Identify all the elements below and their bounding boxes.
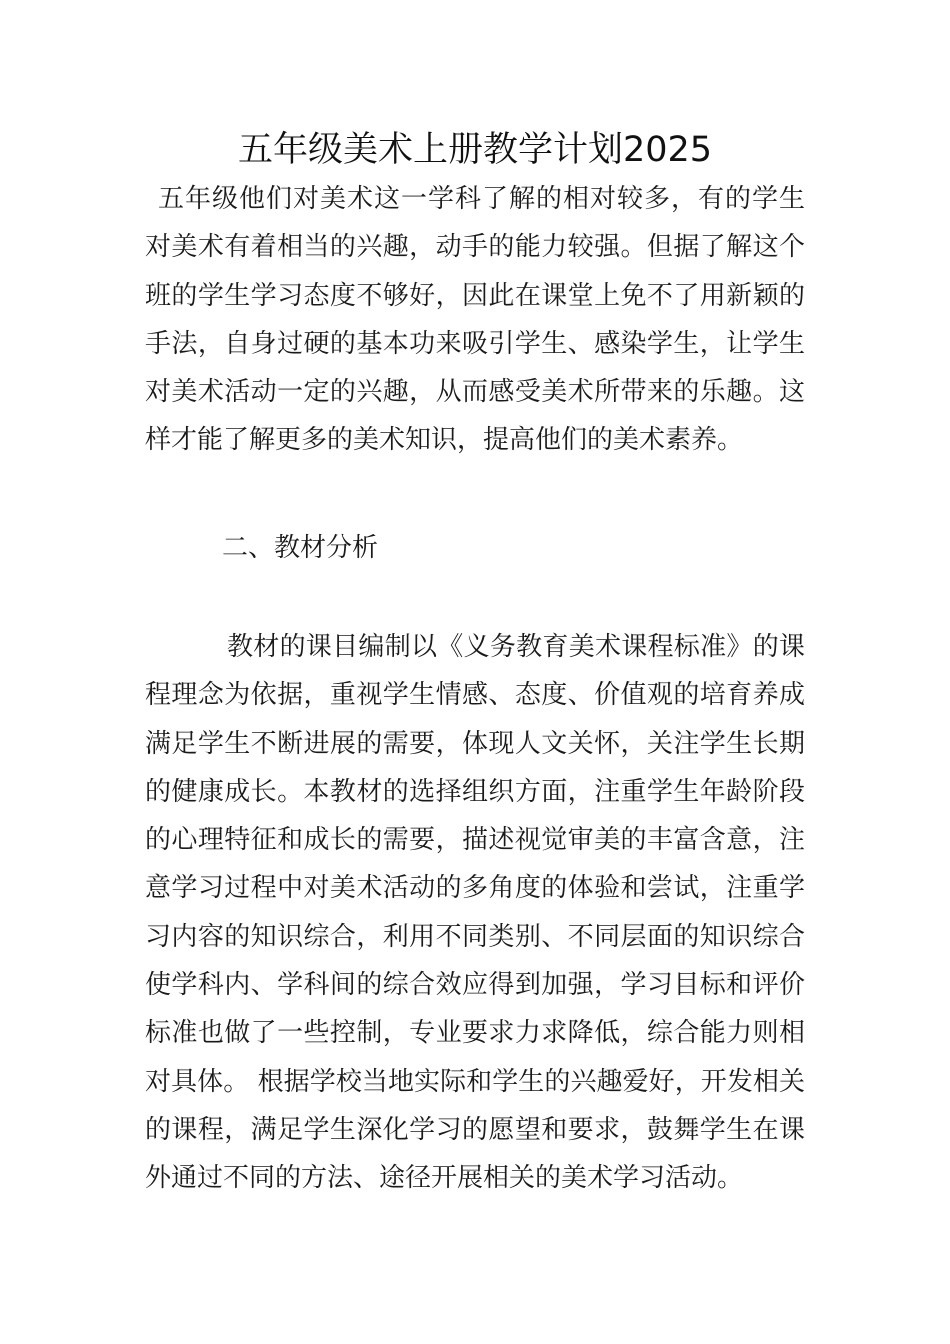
page-title: 五年级美术上册教学计划2025	[237, 130, 713, 170]
analysis-paragraph: 教材的课目编制以《义务教育美术课程标准》的课程理念为依据，重视学生情感、态度、价值观的培育养成满足学生不断进展的需要，体现人文关怀，关注学生长期的健康成长。本教材的选择组织方面，注重学生年龄阶段的心理特征和成长的需要，描述视觉审美的丰富含意，注意学习过程中对美术活动的多角度的体验和尝试，注重学习内容的知识综合，利用不同类别、不同层面的知识综合使学科内、学科间的综合效应得到加强，学习目标和评价标准也做了一些控制，专业要求力求降低，综合能力则相对具体。 根据学校当地实际和学生的兴趣爱好，开发相关的课程，满足学生深化学习的愿望和要求，鼓舞学生在课外通过不同的方法、途径开展相关的美术学习活动。	[145, 632, 805, 1194]
intro-paragraph: 五年级他们对美术这一学科了解的相对较多，有的学生对美术有着相当的兴趣，动手的能力较强。但据了解这个班的学生学习态度不够好，因此在课堂上免不了用新颖的手法，自身过硬的基本功来吸引学生、感染学生，让学生对美术活动一定的兴趣，从而感受美术所带来的乐趣。这样才能了解更多的美术知识，提高他们的美术素养。	[145, 184, 805, 456]
section-heading-textbook-analysis: 二、教材分析	[222, 533, 379, 563]
